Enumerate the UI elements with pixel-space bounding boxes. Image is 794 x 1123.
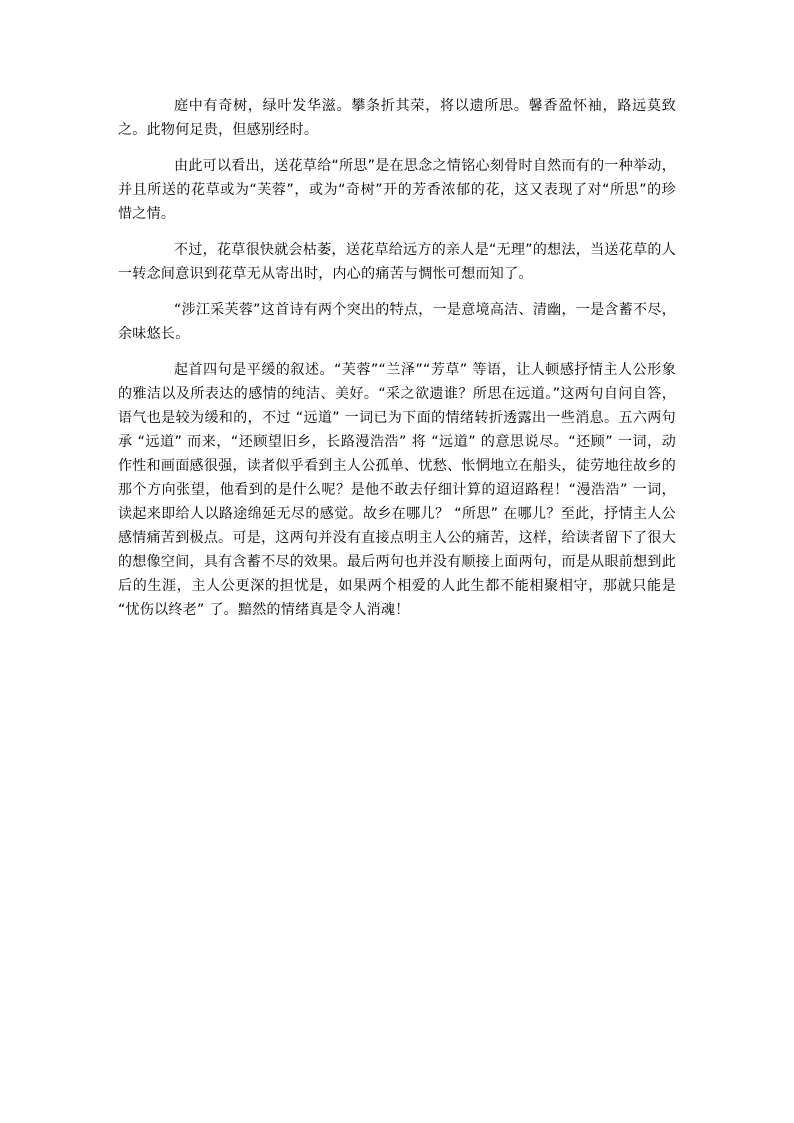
document-body <box>118 94 676 622</box>
analysis-paragraph-1: 由此可以看出，送花草给“所思”是在思念之情铭心刻骨时自然而有的一种举动，并且所送的花草或为“芙蓉”，或为“奇树”开的芳香浓郁的花，这又表现了对“所思”的珍惜之情。 <box>118 158 676 222</box>
analysis-paragraph-2: 不过，花草很快就会枯萎，送花草给远方的亲人是“无理”的想法，当送花草的人一转念间意识到花草无从寄出时，内心的痛苦与惆怅可想而知了。 <box>118 242 676 282</box>
analysis-paragraph-3: “涉江采芙蓉”这首诗有两个突出的特点，一是意境高洁、清幽，一是含蓄不尽，余味悠长。 <box>118 302 676 342</box>
poem-quote-paragraph: 庭中有奇树，绿叶发华滋。攀条折其荣，将以遗所思。馨香盈怀袖，路远莫致之。此物何足贵，但感别经时。 <box>118 98 676 138</box>
analysis-paragraph-4: 起首四句是平缓的叙述。“芙蓉”“兰泽”“芳草” 等语，让人顿感抒情主人公形象的雅洁以及所表达的感情的纯洁、美好。“采之欲遗谁？所思在远道。”这两句自问自答，语气也是较为缓和的，不过 “远道” 一词已为下面的情绪转折透露出一些消息。五六两句承 “远道” 而来，“还顾望旧乡，长路漫浩浩” 将 “远道” 的意思说尽。“还顾” 一词，动作性和画面感很强，读者似乎看到主人公孤单、忧愁、怅惘地立在船头，徒劳地往故乡的那个方向张望，他看到的是什么呢？是他不敢去仔细计算的迢迢路程！“漫浩浩” 一词，读起来即给人以路途绵延无尽的感觉。故乡在哪儿？ “所思” 在哪儿？至此，抒情主人公感情痛苦到极点。可是，这两句并没有直接点明主人公的痛苦，这样，给读者留下了很大的想像空间，具有含蓄不尽的效果。最后两句也并没有顺接上面两句，而是从眼前想到此后的生涯，主人公更深的担忧是，如果两个相爱的人此生都不能相聚相守，那就只能是 “忧伤以终老” 了。黯然的情绪真是令人消魂！ <box>118 362 676 618</box>
